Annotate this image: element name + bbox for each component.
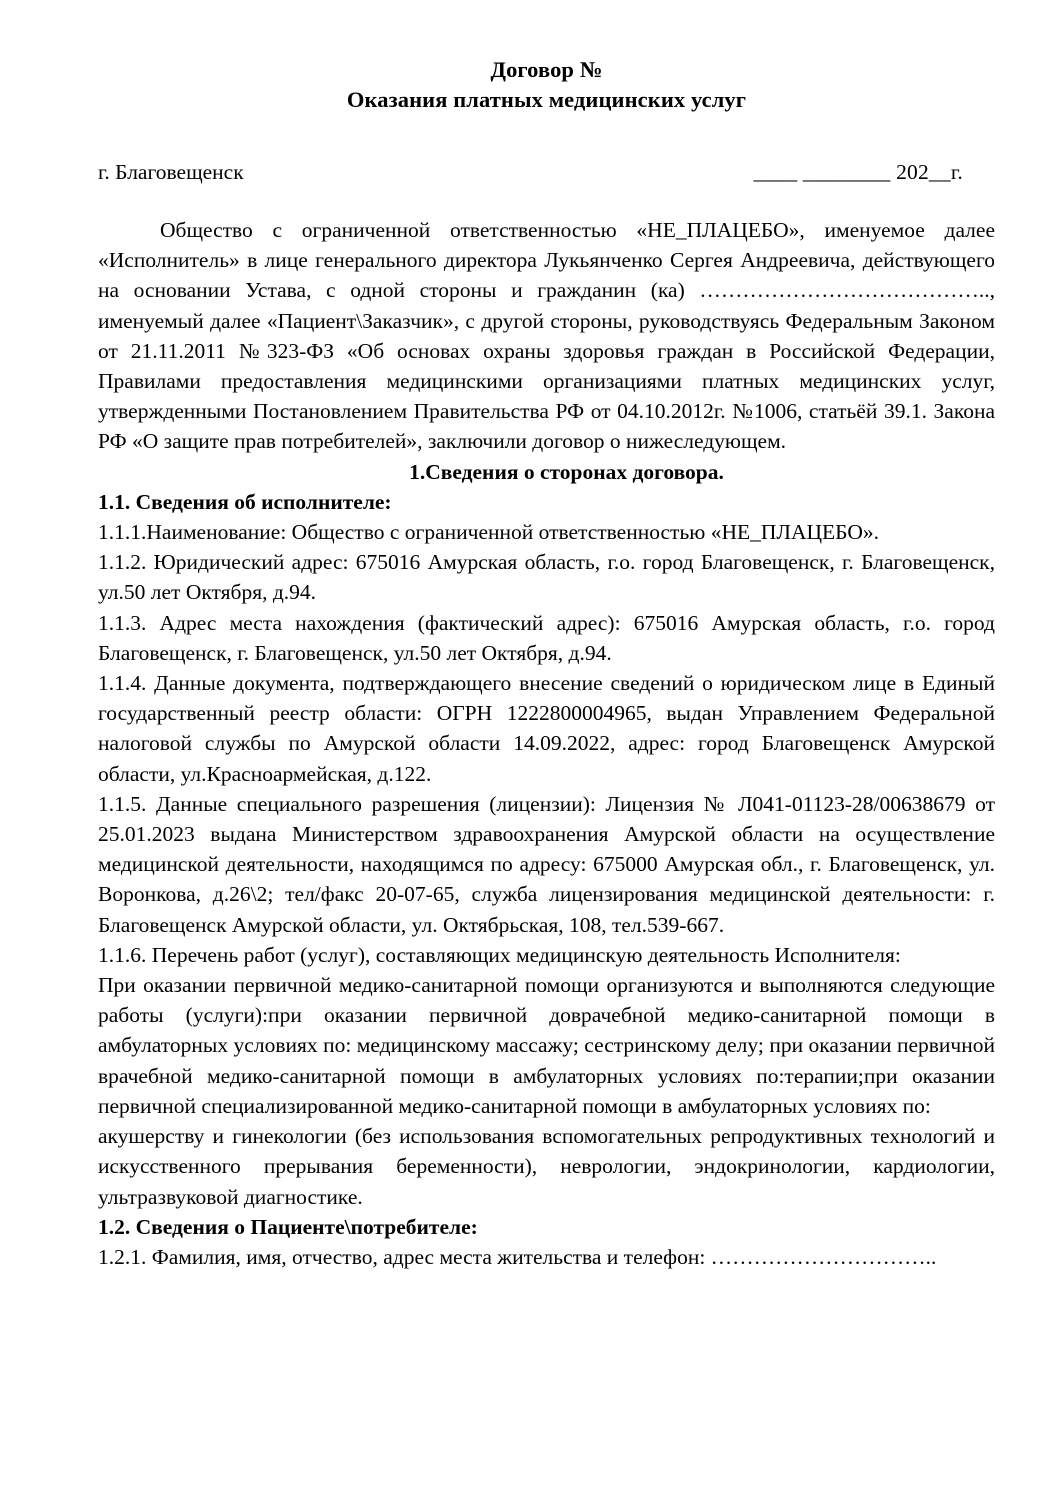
place-and-date-row bbox=[98, 157, 995, 187]
services-paragraph-1: При оказании первичной медико-санитарной помощи организуются и выполняются следующие работы (услуги):при оказании первичной доврачебной медико-санитарной помощи в амбулаторных условиях по: медицинскому массажу; сестринскому делу; при оказании первичной врачебной медико-санитарной помощи в амбулаторных условиях по:терапии;при оказании первичной специализированной медико-санитарной помощи в амбулаторных условиях по: bbox=[98, 973, 995, 1118]
city-label: г. Благовещенск bbox=[98, 160, 244, 184]
clause-1-1-4: 1.1.4. Данные документа, подтверждающего внесение сведений о юридическом лице в Единый государственный реестр области: ОГРН 1222800004965, выдан Управлением Федеральной налоговой службы по Амурской области 14.09.2022, адрес: город Благовещенск Амурской области, ул.Красноармейская, д.122. bbox=[98, 671, 995, 786]
document-title bbox=[98, 55, 995, 115]
clause-1-2-1: 1.2.1. Фамилия, имя, отчество, адрес места жительства и телефон: ………………………….. bbox=[98, 1244, 937, 1269]
date-placeholder: ____ ________ 202__г. bbox=[753, 160, 963, 184]
clause-1-1-1: 1.1.1.Наименование: Общество с ограниченной ответственностью «НЕ_ПЛАЦЕБО». bbox=[98, 520, 880, 545]
clause-1-1-2: 1.1.2. Юридический адрес: 675016 Амурская область, г.о. город Благовещенск, г. Благовещенск, ул.50 лет Октября, д.94. bbox=[98, 550, 995, 605]
services-paragraph-2: акушерству и гинекологии (без использования вспомогательных репродуктивных технологий и искусственного прерывания беременности), неврологии, эндокринологии, кардиологии, ультразвуковой диагностике. bbox=[98, 1124, 995, 1209]
section-1-2-heading: 1.2. Сведения о Пациенте\потребителе: bbox=[98, 1214, 478, 1239]
clause-1-1-6: 1.1.6. Перечень работ (услуг), составляющих медицинскую деятельность Исполнителя: bbox=[98, 942, 901, 967]
clause-1-1-3: 1.1.3. Адрес места нахождения (фактический адрес): 675016 Амурская область, г.о. город Благовещенск, г. Благовещенск, ул.50 лет Октября, д.94. bbox=[98, 610, 995, 665]
document-title-line-2: Оказания платных медицинских услуг bbox=[346, 87, 747, 112]
section-1-heading: 1.Сведения о сторонах договора. bbox=[409, 459, 724, 484]
intro-paragraph: Общество с ограниченной ответственностью «НЕ_ПЛАЦЕБО», именуемое далее «Исполнитель» в лице генерального директора Лукьянченко Сергея Андреевича, действующего на основании Устава, с одной стороны и гражданин (ка) ………………………………….., именуемый далее «Пациент\Заказчик», с другой стороны, руководствуясь Федеральным Законом от 21.11.2011 №323-ФЗ «Об основах охраны здоровья граждан в Российской Федерации, Правилами предоставления медицинскими организациями платных медицинских услуг, утвержденными Постановлением Правительства РФ от 04.10.2012г. №1006, статьёй 39.1. Закона РФ «О защите прав потребителей», заключили договор о нижеследующем. bbox=[98, 218, 995, 454]
clause-1-1-5: 1.1.5. Данные специального разрешения (лицензии): Лицензия № Л041-01123-28/00638679 от 25.01.2023 выдана Министерством здравоохранения Амурской области на осуществление медицинской деятельности, находящимся по адресу: 675000 Амурская обл., г. Благовещенск, ул. Воронкова, д.26\2; тел/факс 20-07-65, служба лицензирования медицинской деятельности: г. Благовещенск Амурской области, ул. Октябрьская, 108, тел.539-667. bbox=[98, 791, 995, 937]
document-title-line-1: Договор № bbox=[490, 57, 603, 82]
section-1-1-heading: 1.1. Сведения об исполнителе: bbox=[98, 489, 392, 514]
